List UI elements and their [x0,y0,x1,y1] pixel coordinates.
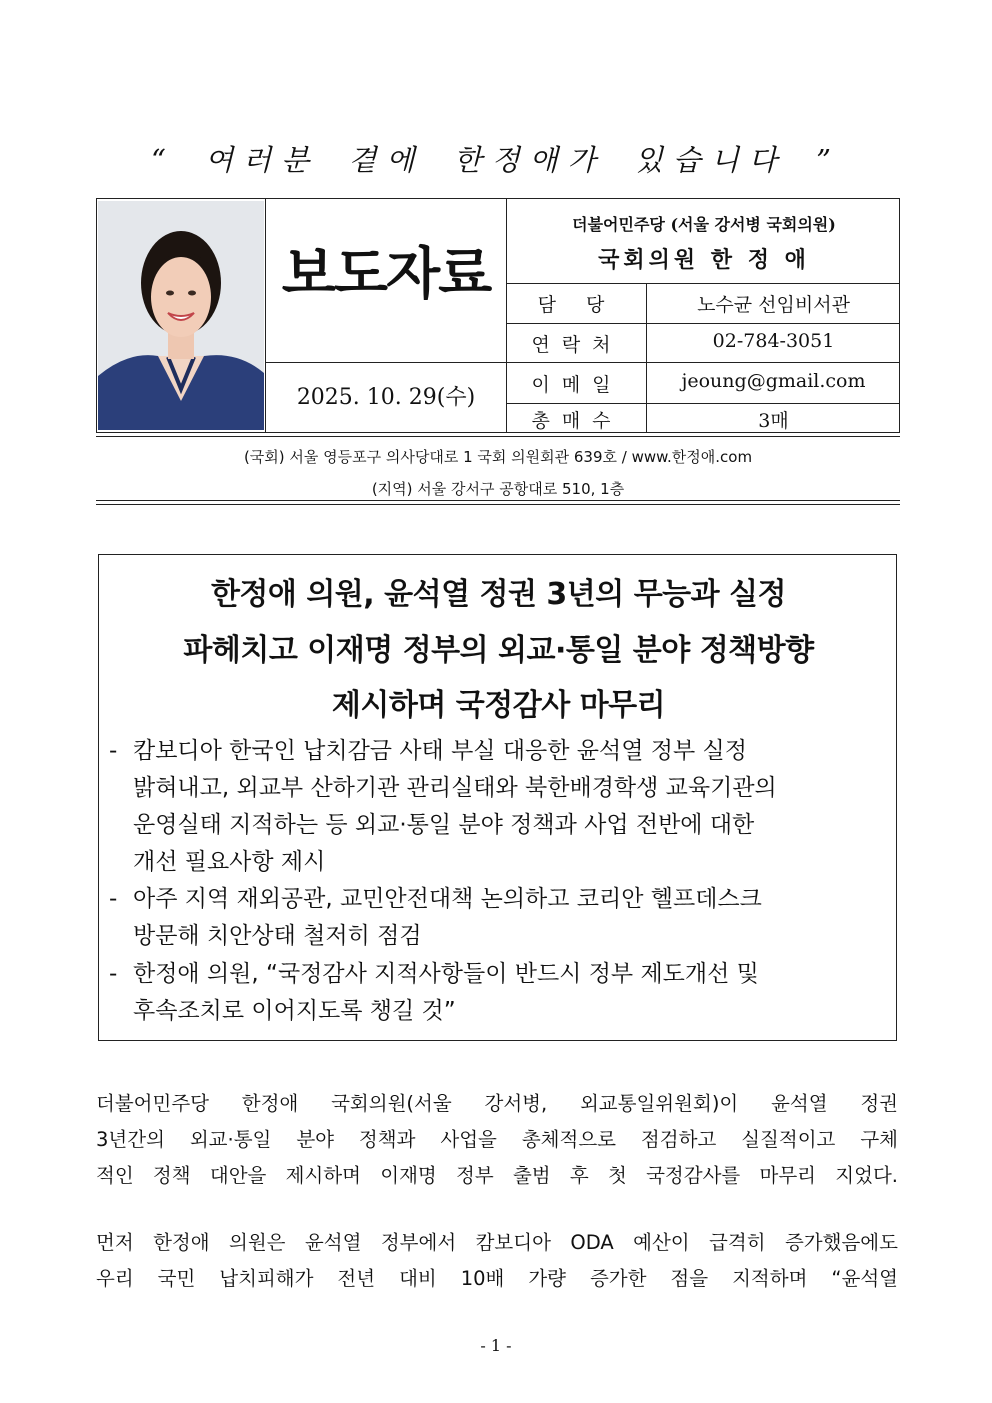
address-local: (지역) 서울 강서구 공항대로 510, 1층 [371,480,625,498]
headline-line: 한정애 의원, 윤석열 정권 3년의 무능과 실정 [210,577,787,612]
release-date: 2025. 10. 29(수) [296,385,476,410]
address-bottom-border [96,504,900,505]
summary-bullet: - 한정애 의원, “국정감사 지적사항들이 반드시 정부 제도개선 및 후속조치로 이어지도록 챙길 것” [109,961,759,1024]
page-number: - 1 - [480,1336,512,1355]
party-line: 더불어민주당 (서울 강서병 국회의원) [572,215,836,234]
body-paragraph: 먼저 한정애 의원은 윤석열 정부에서 캄보디아 ODA 예산이 급격히 증가했음에도 우리 국민 납치피해가 전년 대비 10배 가량 증가한 점을 지적하며 “윤석열 [96,1231,898,1290]
contact-value-manager: 노수균 선임비서관 [697,294,850,316]
address-bottom-border [96,500,900,501]
header-bottom-border [96,436,900,437]
summary-bullet: - 캄보디아 한국인 납치감금 사태 부실 대응한 윤석열 정부 실정 밝혀내고, 외교부 산하기관 관리실태와 북한배경학생 교육기관의 운영실태 지적하는 등 외교·통일 분야 정책과 사업 전반에 대한 개선 필요사항 제시 [109,738,777,875]
body-paragraph: 더불어민주당 한정애 국회의원(서울 강서병, 외교통일위원회)이 윤석열 정권 3년간의 외교·통일 분야 정책과 사업을 총체적으로 점검하고 실질적이고 구체 적인 정책 대안을 제시하며 이재명 정부 출범 후 첫 국정감사를 마무리 지었다. [96,1092,898,1187]
summary-bullet: - 아주 지역 재외공관, 교민안전대책 논의하고 코리안 헬프데스크 방문해 치안상태 철저히 점검 [109,886,762,949]
mp-name: 국회의원 한 정 애 [598,247,810,273]
header-top-border [96,198,900,199]
slogan: “ 여러분 곁에 한정애가 있습니다 ” [151,143,841,177]
contact-label-email: 이메일 [531,374,623,396]
header-border [506,198,507,432]
header-divider [507,403,900,404]
headline-box [98,554,897,1041]
contact-label-pages: 총매수 [531,410,623,432]
headline-line: 제시하며 국정감사 마무리 [331,688,666,723]
header-divider [507,283,900,284]
contact-value-email: jeoung@gmail.com [681,370,866,392]
header-divider [507,323,900,324]
address-assembly: (국회) 서울 영등포구 의사당대로 1 국회 의원회관 639호 / www.한정애.com [243,448,753,466]
contact-value-pages: 3매 [758,410,789,432]
contact-value-phone: 02-784-3051 [712,330,835,352]
document-type-title: 보도자료 [281,242,491,307]
contact-label-manager: 담 당 [537,294,617,316]
contact-label-phone: 연락처 [531,334,623,356]
header-divider [266,362,900,363]
portrait-photo [98,201,264,430]
header-border [96,198,97,432]
headline-line: 파헤치고 이재명 정부의 외교·통일 분야 정책방향 [183,633,814,668]
